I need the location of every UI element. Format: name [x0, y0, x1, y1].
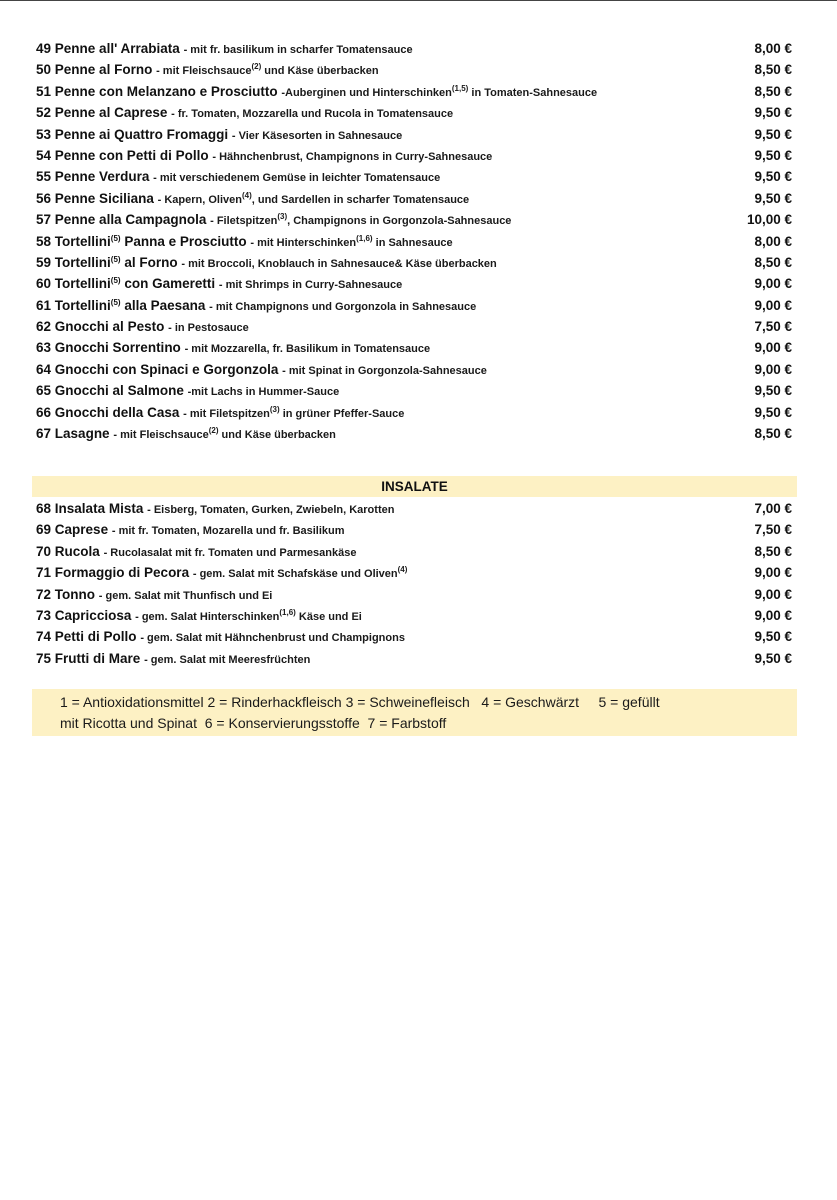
menu-item-name: Penne con Petti di Pollo: [54, 147, 209, 163]
menu-item-name: Formaggio di Pecora: [54, 565, 190, 581]
menu-item-row: [36, 562, 792, 583]
menu-item-number: 72: [36, 586, 52, 602]
menu-item-number: 64: [36, 361, 52, 377]
menu-item-text: [36, 188, 469, 211]
menu-item-description: - gem. Salat mit Schafskäse und Oliven$^{(4)}$: [192, 565, 408, 581]
menu-item-number: 63: [36, 340, 52, 356]
menu-item-text: [36, 102, 453, 125]
menu-item-name: Tortellini$^{(5)}$ alla Paesana: [54, 297, 206, 313]
menu-item-text: [36, 562, 407, 585]
menu-item-name: Insalata Mista: [54, 501, 144, 516]
menu-item-description: - gem. Salat Hinterschinken$^{(1,6)}$ Käse und Ei: [135, 607, 362, 623]
menu-item-number: 69: [36, 522, 52, 538]
menu-item-number: 53: [36, 126, 52, 142]
menu-item-description: - Eisberg, Tomaten, Gurken, Zwiebeln, Karotten: [147, 504, 395, 516]
menu-item-row: [36, 231, 792, 252]
menu-item-name: Frutti di Mare: [54, 650, 141, 666]
menu-item-description: - mit Shrimps in Curry-Sahnesauce: [218, 279, 403, 292]
menu-item-text: [36, 402, 404, 425]
menu-item-description: - gem. Salat mit Hähnchenbrust und Champignons: [140, 632, 405, 645]
menu-item-description: - gem. Salat mit Meeresfrüchten: [144, 653, 311, 666]
menu-item-row: [36, 252, 792, 273]
menu-item-number: 66: [36, 404, 52, 420]
menu-item-row: [36, 423, 792, 444]
menu-item-name: Gnocchi al Salmone: [54, 383, 184, 399]
menu-item-number: 54: [36, 147, 52, 163]
menu-item-price: 9,00 €: [754, 586, 792, 602]
menu-item-text: [36, 166, 440, 189]
menu-item-price: 10,00 €: [746, 212, 792, 228]
menu-item-description: - fr. Tomaten, Mozzarella und Rucola in Tomatensauce: [171, 108, 454, 121]
menu-item-text: [36, 519, 345, 542]
menu-item-text: [36, 316, 249, 339]
menu-item-price: 7,50 €: [754, 522, 792, 538]
menu-item-row: [36, 273, 792, 294]
menu-item-row: [36, 102, 792, 123]
menu-item-price: 9,50 €: [754, 650, 792, 666]
menu-item-text: [36, 541, 356, 564]
menu-item-description: - mit Filetspitzen$^{(3)}$ in grüner Pfeffer-Sauce: [183, 404, 405, 420]
menu-item-number: 57: [36, 212, 52, 228]
salad-menu-list: [36, 498, 792, 669]
menu-item-description: - mit Mozzarella, fr. Basilikum in Tomatensauce: [184, 343, 431, 356]
menu-item-number: 60: [36, 276, 52, 292]
menu-item-row: [36, 648, 792, 669]
menu-item-description: - mit Fleischsauce$^{(2)}$ und Käse überbacken: [113, 426, 336, 442]
menu-item-number: 61: [36, 297, 52, 313]
legend-line-1: 1 = Antioxidationsmittel 2 = Rinderhackfleisch 3 = Schweinefleisch 4 = Geschwärzt 5 = gefüllt: [60, 694, 660, 710]
menu-item-description: -mit Lachs in Hummer-Sauce: [187, 386, 340, 399]
menu-item-name: Penne all' Arrabiata: [54, 41, 180, 56]
menu-item-number: 59: [36, 254, 52, 270]
menu-item-name: Petti di Pollo: [54, 629, 137, 645]
menu-item-number: 55: [36, 169, 52, 185]
menu-item-row: [36, 498, 792, 519]
menu-item-row: [36, 605, 792, 626]
menu-item-text: [36, 231, 453, 254]
menu-item-description: - mit Hinterschinken$^{(1,6)}$ in Sahnesauce: [250, 233, 453, 249]
menu-item-row: [36, 519, 792, 540]
menu-item-number: 50: [36, 62, 52, 78]
menu-item-name: Penne alla Campagnola: [54, 212, 207, 228]
menu-item-number: 70: [36, 543, 52, 559]
menu-item-price: 8,00 €: [754, 233, 792, 249]
menu-item-number: 52: [36, 105, 52, 121]
menu-item-description: - mit fr. Tomaten, Mozarella und fr. Basilikum: [111, 525, 345, 538]
menu-item-price: 8,50 €: [754, 83, 792, 99]
menu-item-row: [36, 295, 792, 316]
top-rule: [0, 0, 837, 1]
menu-item-name: Gnocchi Sorrentino: [54, 340, 181, 356]
menu-item-name: Gnocchi al Pesto: [54, 319, 165, 335]
menu-item-price: 8,50 €: [754, 62, 792, 78]
menu-item-price: 9,00 €: [754, 361, 792, 377]
menu-item-text: [36, 59, 379, 82]
menu-item-text: [36, 498, 394, 521]
menu-item-row: [36, 541, 792, 562]
menu-item-description: - gem. Salat mit Thunfisch und Ei: [98, 589, 273, 602]
menu-item-price: 9,50 €: [754, 169, 792, 185]
menu-item-name: Penne con Melanzano e Prosciutto: [54, 83, 278, 99]
insalate-section-header: INSALATE: [32, 476, 797, 497]
menu-item-row: [36, 124, 792, 145]
menu-item-description: - mit verschiedenem Gemüse in leichter Tomatensauce: [153, 172, 441, 185]
menu-item-price: 8,50 €: [754, 254, 792, 270]
menu-item-row: [36, 81, 792, 102]
menu-item-name: Tortellini$^{(5)}$ Panna e Prosciutto: [54, 233, 247, 249]
menu-item-row: [36, 626, 792, 647]
menu-item-price: 9,50 €: [754, 629, 792, 645]
menu-item-row: [36, 359, 792, 380]
allergen-legend: [32, 689, 797, 736]
menu-item-number: 56: [36, 190, 52, 206]
menu-item-price: 9,00 €: [754, 607, 792, 623]
menu-item-text: [36, 209, 511, 232]
menu-item-text: [36, 337, 430, 360]
menu-item-description: - mit Champignons und Gorgonzola in Sahnesauce: [209, 300, 477, 313]
menu-item-name: Gnocchi con Spinaci e Gorgonzola: [54, 361, 279, 377]
menu-item-text: [36, 145, 492, 168]
menu-item-description: -Auberginen und Hinterschinken$^{(1,5)}$ in Tomaten-Sahnesauce: [281, 83, 598, 99]
menu-item-price: 9,50 €: [754, 105, 792, 121]
menu-item-description: - Kapern, Oliven$^{(4)}$, und Sardellen in scharfer Tomatensauce: [157, 190, 470, 206]
menu-item-text: [36, 124, 402, 147]
legend-line-2: mit Ricotta und Spinat 6 = Konservierungsstoffe 7 = Farbstoff: [60, 715, 447, 731]
menu-item-text: [36, 380, 339, 403]
menu-item-number: 71: [36, 565, 52, 581]
menu-item-number: 58: [36, 233, 52, 249]
menu-item-description: - Rucolasalat mit fr. Tomaten und Parmesankäse: [103, 546, 357, 559]
menu-item-number: 67: [36, 426, 52, 442]
menu-item-row: [36, 402, 792, 423]
menu-item-text: [36, 81, 597, 104]
menu-item-number: 51: [36, 83, 52, 99]
menu-item-description: - mit Broccoli, Knoblauch in Sahnesauce& Käse überbacken: [181, 257, 497, 270]
menu-item-text: [36, 295, 476, 318]
menu-item-row: [36, 166, 792, 187]
menu-item-row: [36, 188, 792, 209]
menu-item-number: 49: [36, 41, 52, 56]
menu-item-price: 7,50 €: [754, 319, 792, 335]
menu-item-price: 9,00 €: [754, 565, 792, 581]
menu-item-name: Capricciosa: [54, 607, 132, 623]
menu-item-number: 75: [36, 650, 52, 666]
menu-item-description: - mit fr. basilikum in scharfer Tomatensauce: [183, 44, 413, 56]
menu-item-price: 9,00 €: [754, 276, 792, 292]
menu-item-price: 9,50 €: [754, 383, 792, 399]
menu-item-text: [36, 423, 336, 446]
menu-item-description: - Vier Käsesorten in Sahnesauce: [231, 129, 403, 142]
menu-item-description: - mit Spinat in Gorgonzola-Sahnesauce: [282, 364, 487, 377]
menu-item-row: [36, 38, 792, 59]
menu-item-row: [36, 209, 792, 230]
menu-item-name: Tonno: [54, 586, 96, 602]
menu-item-price: 9,00 €: [754, 340, 792, 356]
menu-item-name: Penne Siciliana: [54, 190, 154, 206]
menu-item-number: 65: [36, 383, 52, 399]
menu-item-name: Gnocchi della Casa: [54, 404, 180, 420]
menu-item-name: Tortellini$^{(5)}$ al Forno: [54, 254, 178, 270]
menu-item-price: 9,50 €: [754, 147, 792, 163]
menu-item-number: 73: [36, 607, 52, 623]
menu-item-name: Penne ai Quattro Fromaggi: [54, 126, 229, 142]
menu-item-name: Rucola: [54, 543, 100, 559]
menu-item-row: [36, 337, 792, 358]
menu-item-row: [36, 584, 792, 605]
menu-item-description: - Hähnchenbrust, Champignons in Curry-Sahnesauce: [212, 150, 493, 163]
menu-item-price: 8,00 €: [754, 41, 792, 56]
menu-item-text: [36, 359, 487, 382]
menu-item-name: Penne Verdura: [54, 169, 150, 185]
menu-item-text: [36, 38, 413, 61]
menu-item-name: Caprese: [54, 522, 109, 538]
menu-item-price: 7,00 €: [754, 501, 792, 516]
menu-item-number: 74: [36, 629, 52, 645]
menu-item-price: 9,50 €: [754, 126, 792, 142]
menu-item-description: - Filetspitzen$^{(3)}$, Champignons in Gorgonzola-Sahnesauce: [210, 212, 512, 228]
menu-item-text: [36, 648, 310, 671]
menu-item-row: [36, 380, 792, 401]
menu-item-row: [36, 145, 792, 166]
menu-item-price: 8,50 €: [754, 543, 792, 559]
menu-item-description: - mit Fleischsauce$^{(2)}$ und Käse überbacken: [156, 62, 379, 78]
menu-item-name: Penne al Forno: [54, 62, 153, 78]
menu-item-name: Tortellini$^{(5)}$ con Gameretti: [54, 276, 216, 292]
menu-item-row: [36, 59, 792, 80]
pasta-menu-list: [36, 38, 792, 444]
menu-item-price: 9,50 €: [754, 190, 792, 206]
menu-item-text: [36, 273, 402, 296]
menu-item-row: [36, 316, 792, 337]
menu-item-price: 9,50 €: [754, 404, 792, 420]
menu-item-text: [36, 605, 362, 628]
menu-item-description: - in Pestosauce: [168, 322, 249, 335]
menu-item-text: [36, 584, 272, 607]
menu-item-number: 68: [36, 501, 52, 516]
menu-item-number: 62: [36, 319, 52, 335]
menu-item-price: 8,50 €: [754, 426, 792, 442]
menu-item-text: [36, 252, 497, 275]
menu-item-name: Penne al Caprese: [54, 105, 168, 121]
menu-item-price: 9,00 €: [754, 297, 792, 313]
menu-item-name: Lasagne: [54, 426, 110, 442]
menu-item-text: [36, 626, 405, 649]
